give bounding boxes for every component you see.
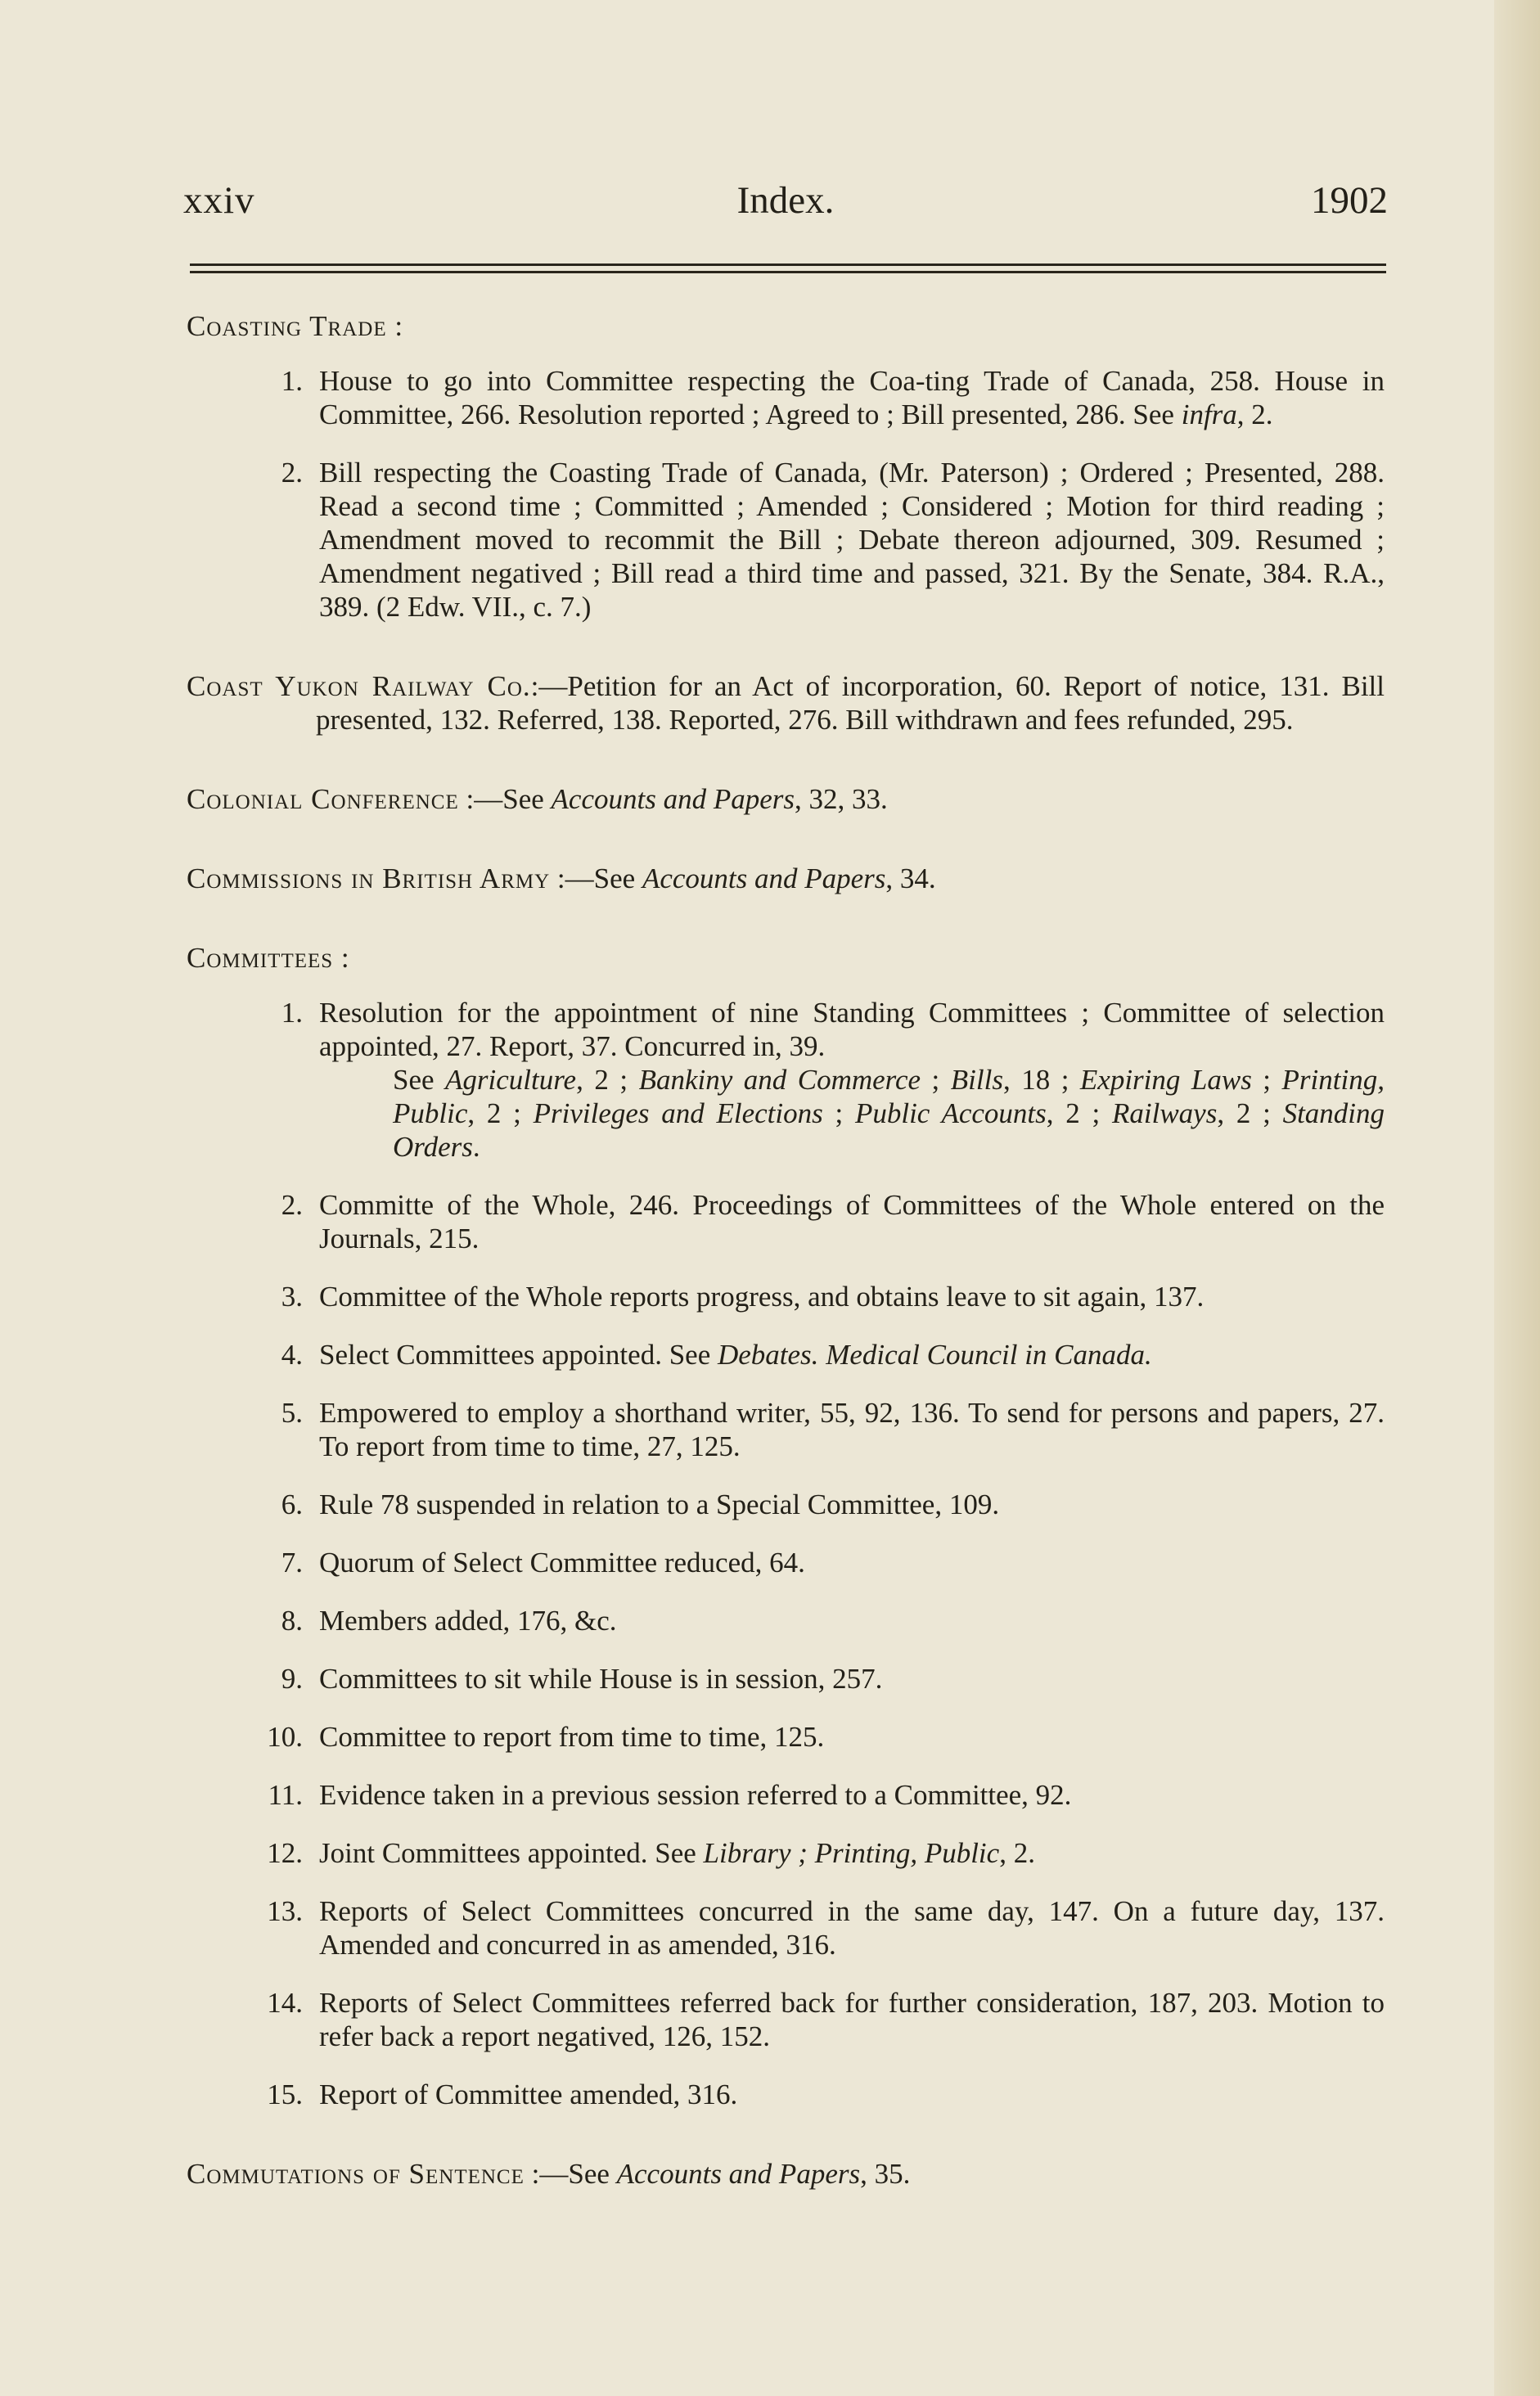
item-text: Committees to sit while House is in session, 257. xyxy=(319,1663,883,1695)
item-text: Reports of Select Committees referred back for further consideration, 187, 203. Motion to refer back a report negatived, 126, 152. xyxy=(319,1987,1385,2052)
list-item xyxy=(281,1338,1385,1371)
entry-heading: Commissions in British Army xyxy=(187,862,551,894)
item-text: Bill respecting the Coasting Trade of Canada, (Mr. Paterson) ; Ordered ; Presented, 288. Read a second time ; Committed ; Amended ; Considered ; Motion for third reading ; Amendment moved to recommit the Bill ; Debate thereon adjourned, 309. Resumed ; Amendment negatived ; Bill read a third time and passed, 321. By the Senate, 384. R.A., 389. (2 Edw. VII., c. 7.) xyxy=(319,457,1385,623)
cross-reference: Medical Council in Canada. xyxy=(826,1339,1152,1371)
list-item xyxy=(281,1662,1385,1696)
entry-commissions-british-army: Commissions in British Army :—See Accounts and Papers, 34. xyxy=(187,862,936,894)
list-item xyxy=(267,1986,1385,2053)
list-item xyxy=(281,1546,1385,1579)
list-item xyxy=(281,456,1385,624)
item-text: Empowered to employ a shorthand writer, 55, 92, 136. To send for persons and papers, 27. To report from time to time, 27, 125. xyxy=(319,1397,1385,1462)
list-item xyxy=(267,1720,1385,1754)
item-text: Committee of the Whole reports progress, and obtains leave to sit again, 137. xyxy=(319,1281,1205,1313)
cross-reference: infra xyxy=(1181,399,1237,430)
item-text: Evidence taken in a previous session referred to a Committee, 92. xyxy=(319,1779,1072,1811)
entry-heading: Coast Yukon Railway Co. xyxy=(187,670,531,702)
header-rule-bottom xyxy=(190,271,1386,273)
list-item xyxy=(281,1280,1385,1313)
list-item xyxy=(268,1778,1385,1812)
entry-colonial-conference: Colonial Conference :—See Accounts and Papers, 32, 33. xyxy=(187,783,888,815)
entry-heading: Committees : xyxy=(187,942,350,974)
entry-text: :—Petition for an Act of incorporation, 60. Report of notice, 131. Bill presented, 132. Referred, 138. Reported, 276. Bill withdrawn and fees refunded, 295. xyxy=(316,670,1385,736)
list-item xyxy=(267,2078,1385,2111)
list-item xyxy=(281,1604,1385,1637)
item-text: Joint Committees appointed. See xyxy=(319,1837,704,1869)
page-title: Index. xyxy=(736,179,835,222)
cross-reference: Debates. xyxy=(717,1339,819,1371)
cross-reference: Bills xyxy=(950,1064,1003,1096)
cross-reference: Public Accounts xyxy=(854,1097,1047,1129)
entry-commutations-of-sentence: Commutations of Sentence :—See Accounts and Papers, 35. xyxy=(187,2158,911,2190)
cross-reference: Library ; Printing, Public xyxy=(703,1837,1000,1869)
item-number: 14. xyxy=(267,1987,303,2019)
entry-coasting-trade xyxy=(187,309,1385,343)
cross-reference: Bankiny and Commerce xyxy=(638,1064,921,1096)
list-item: 12. Joint Committees appointed. See Library ; Printing, Public, 2. xyxy=(319,1836,1385,1870)
item-number: 2. xyxy=(281,1189,303,1221)
item-number: 12. xyxy=(267,1837,303,1869)
cross-reference: Accounts and Papers xyxy=(642,862,886,894)
item-text: Resolution for the appointment of nine Standing Committees ; Committee of selection appointed, 27. Report, 37. Concurred in, 39. xyxy=(319,997,1385,1062)
item-number: 1. xyxy=(281,997,303,1029)
list-item xyxy=(281,1488,1385,1521)
cross-reference: Accounts and Papers xyxy=(616,2158,861,2190)
item-text: Report of Committee amended, 316. xyxy=(319,2078,738,2110)
item-number: 5. xyxy=(281,1397,303,1429)
item-text: Quorum of Select Committee reduced, 64. xyxy=(319,1547,805,1579)
item-text: Reports of Select Committees concurred in the same day, 147. On a future day, 137. Amended and concurred in as amended, 316. xyxy=(319,1895,1385,1961)
item-number: 10. xyxy=(267,1721,303,1753)
page-year: 1902 xyxy=(1311,179,1388,222)
page-header xyxy=(183,178,1388,236)
entry-heading: Commutations of Sentence xyxy=(187,2158,525,2190)
item-text: Committe of the Whole, 246. Proceedings of Committees of the Whole entered on the Journals, 215. xyxy=(319,1189,1385,1254)
item-text: House to go into Committee respecting the Coa-ting Trade of Canada, 258. House in Committee, 266. Resolution reported ; Agreed to ; Bill presented, 286. See xyxy=(319,365,1385,430)
cross-reference: Privileges and Elections xyxy=(533,1097,823,1129)
item-number: 13. xyxy=(267,1895,303,1927)
entry-committees xyxy=(187,941,1385,975)
index-content xyxy=(0,309,1540,2191)
cross-reference: Accounts and Papers xyxy=(551,783,795,815)
page-number: xxiv xyxy=(183,179,255,222)
item-number: 6. xyxy=(281,1488,303,1520)
entry-coast-yukon-railway xyxy=(187,669,1385,736)
list-item xyxy=(281,1396,1385,1463)
item-number: 4. xyxy=(281,1339,303,1371)
entry-heading: Colonial Conference xyxy=(187,783,459,815)
item-text: Select Committees appointed. See xyxy=(319,1339,718,1371)
item-number: 15. xyxy=(267,2078,303,2110)
item-number: 7. xyxy=(281,1547,303,1579)
item-number: 11. xyxy=(268,1779,303,1811)
cross-reference: Agriculture xyxy=(445,1064,577,1096)
list-item xyxy=(281,1188,1385,1255)
list-item xyxy=(267,1894,1385,1961)
item-number: 3. xyxy=(281,1281,303,1313)
header-rule-top xyxy=(190,263,1386,266)
list-item: 1. House to go into Committee respecting the Coa-ting Trade of Canada, 258. House in Committee, 266. Resolution reported ; Agreed to ; Bill presented, 286. See infra, 2. xyxy=(319,364,1385,431)
item-text: Rule 78 suspended in relation to a Special Committee, 109. xyxy=(319,1488,1000,1520)
item-text: Members added, 176, &c. xyxy=(319,1605,617,1637)
item-number: 8. xyxy=(281,1605,303,1637)
cross-reference: Standing Orders xyxy=(393,1097,1385,1163)
see-also-block: See Agriculture, 2 ; Bankiny and Commerce ; Bills, 18 ; Expiring Laws ; Printing, Public, 2 ; Privileges and Elections ; Public Accounts, 2 ; Railways, 2 ; Standing Orders. xyxy=(393,1064,1385,1163)
item-number: 1. xyxy=(281,365,303,397)
item-number: 2. xyxy=(281,457,303,489)
item-number: 9. xyxy=(281,1663,303,1695)
cross-reference: Expiring Laws xyxy=(1079,1064,1252,1096)
cross-reference: Railways xyxy=(1112,1097,1218,1129)
entry-heading: Coasting Trade : xyxy=(187,310,404,342)
list-item xyxy=(281,996,1385,1164)
item-text: Committee to report from time to time, 125. xyxy=(319,1721,825,1753)
cross-reference: Printing, Public xyxy=(393,1064,1385,1129)
